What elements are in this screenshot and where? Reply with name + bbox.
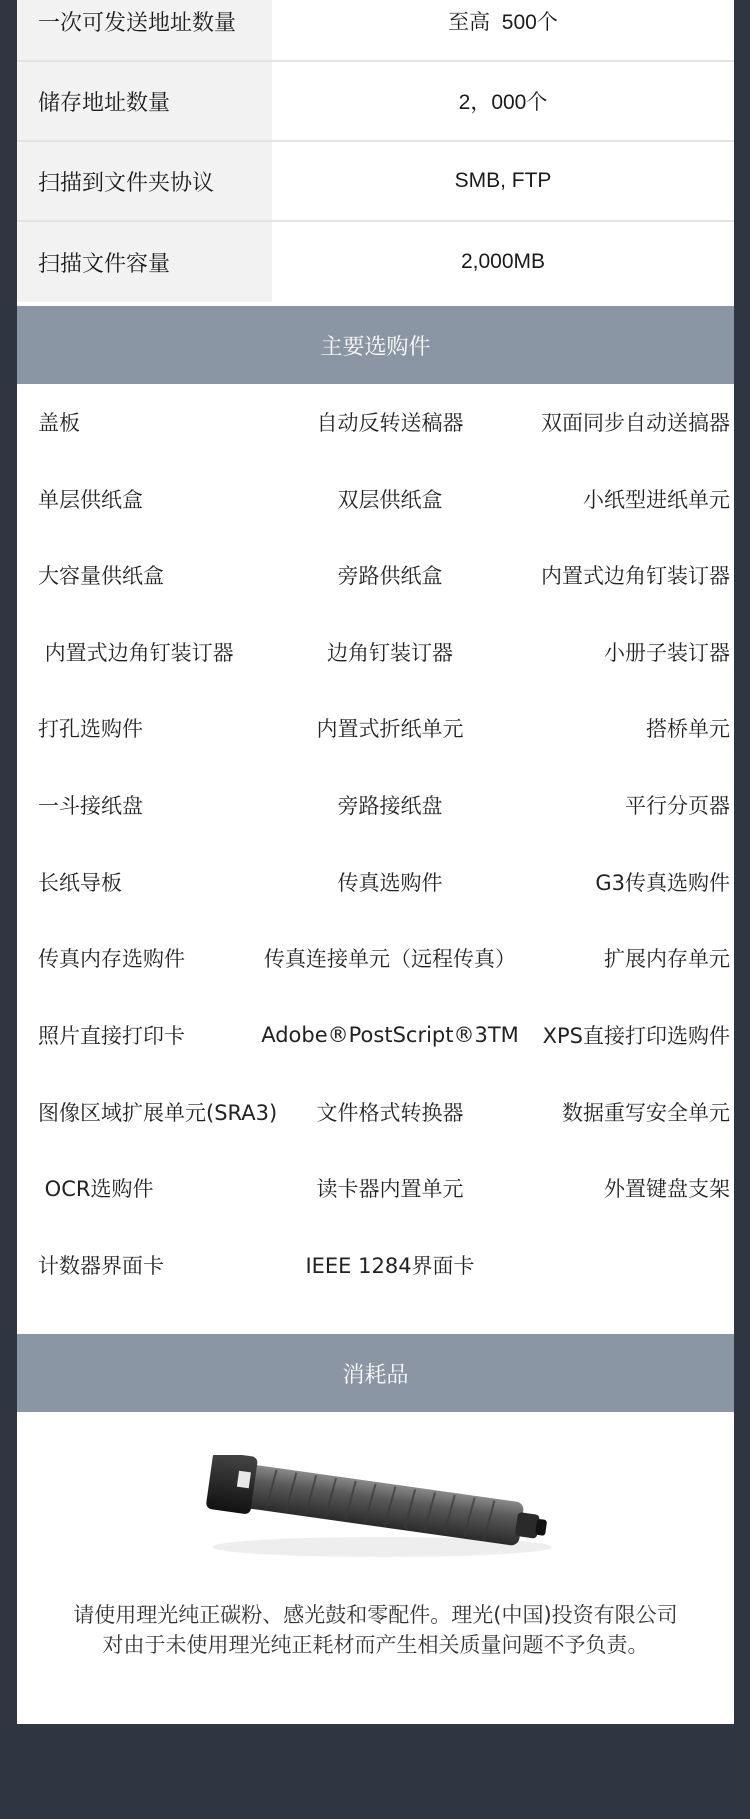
option-item: 图像区域扩展单元(SRA3) xyxy=(38,1101,278,1125)
option-item: XPS直接打印选购件 xyxy=(542,1024,730,1048)
option-item: 文件格式转换器 xyxy=(316,1101,464,1125)
option-item: 双层供纸盒 xyxy=(337,488,443,512)
option-item: 搭桥单元 xyxy=(646,717,730,741)
option-item: 自动反转送稿器 xyxy=(316,411,464,435)
spec-row xyxy=(17,142,734,222)
consumables-notice xyxy=(17,1600,734,1660)
spec-value: SMB, FTP xyxy=(454,169,552,192)
spec-row xyxy=(17,0,734,62)
option-item: 传真连接单元（远程传真） xyxy=(264,947,516,971)
spec-row xyxy=(17,222,734,302)
option-item: Adobe®PostScript®3TM xyxy=(261,1023,519,1047)
option-item: G3传真选购件 xyxy=(595,871,730,895)
option-item: 长纸导板 xyxy=(38,871,122,895)
option-item: 扩展内存单元 xyxy=(604,947,730,971)
options-section-header: 主要选购件 xyxy=(17,306,734,384)
option-item: 小册子装订器 xyxy=(604,641,730,665)
option-item: 小纸型进纸单元 xyxy=(583,488,730,512)
options-grid xyxy=(17,384,734,1334)
option-item: 边角钉装订器 xyxy=(327,641,453,665)
option-item: IEEE 1284界面卡 xyxy=(305,1254,475,1278)
option-item: OCR选购件 xyxy=(38,1177,154,1201)
toner-cartridge-icon xyxy=(197,1455,567,1565)
option-item: 旁路接纸盘 xyxy=(337,794,443,818)
option-item: 平行分页器 xyxy=(625,794,730,818)
spec-value: 2,000MB xyxy=(460,250,546,273)
toner-cartridge-image xyxy=(197,1455,567,1565)
option-item: 旁路供纸盒 xyxy=(337,564,443,588)
option-item: 双面同步自动送搞器 xyxy=(541,411,730,435)
option-item: 外置键盘支架 xyxy=(604,1177,730,1201)
option-item: 计数器界面卡 xyxy=(38,1254,164,1278)
consumables-section-header: 消耗品 xyxy=(17,1334,734,1412)
notice-line: 对由于未使用理光纯正耗材而产生相关质量问题不予负责。 xyxy=(102,1633,649,1657)
spec-label: 扫描到文件夹协议 xyxy=(17,142,272,220)
option-item: 读卡器内置单元 xyxy=(316,1177,464,1201)
spec-label: 扫描文件容量 xyxy=(17,222,272,302)
option-item: 内置式边角钉装订器 xyxy=(541,564,730,588)
spec-value: 2，000个 xyxy=(458,91,548,114)
option-item: 传真选购件 xyxy=(337,871,443,895)
spec-label: 储存地址数量 xyxy=(17,62,272,140)
spec-label: 一次可发送地址数量 xyxy=(17,0,272,60)
option-item: 照片直接打印卡 xyxy=(38,1024,185,1048)
option-item: 传真内存选购件 xyxy=(38,947,185,971)
option-item: 盖板 xyxy=(38,411,80,435)
option-item: 内置式边角钉装订器 xyxy=(38,641,234,665)
option-item: 一斗接纸盘 xyxy=(38,794,143,818)
spec-row xyxy=(17,62,734,142)
spec-card xyxy=(17,0,734,1724)
option-item: 打孔选购件 xyxy=(38,717,143,741)
option-item xyxy=(487,1227,730,1303)
notice-line: 请使用理光纯正碳粉、感光鼓和零配件。理光(中国)投资有限公司 xyxy=(73,1603,678,1627)
spec-value: 至高 500个 xyxy=(448,11,558,34)
option-item: 数据重写安全单元 xyxy=(562,1101,730,1125)
option-item: 单层供纸盒 xyxy=(38,488,143,512)
option-item: 内置式折纸单元 xyxy=(316,717,464,741)
option-item: 大容量供纸盒 xyxy=(38,564,164,588)
